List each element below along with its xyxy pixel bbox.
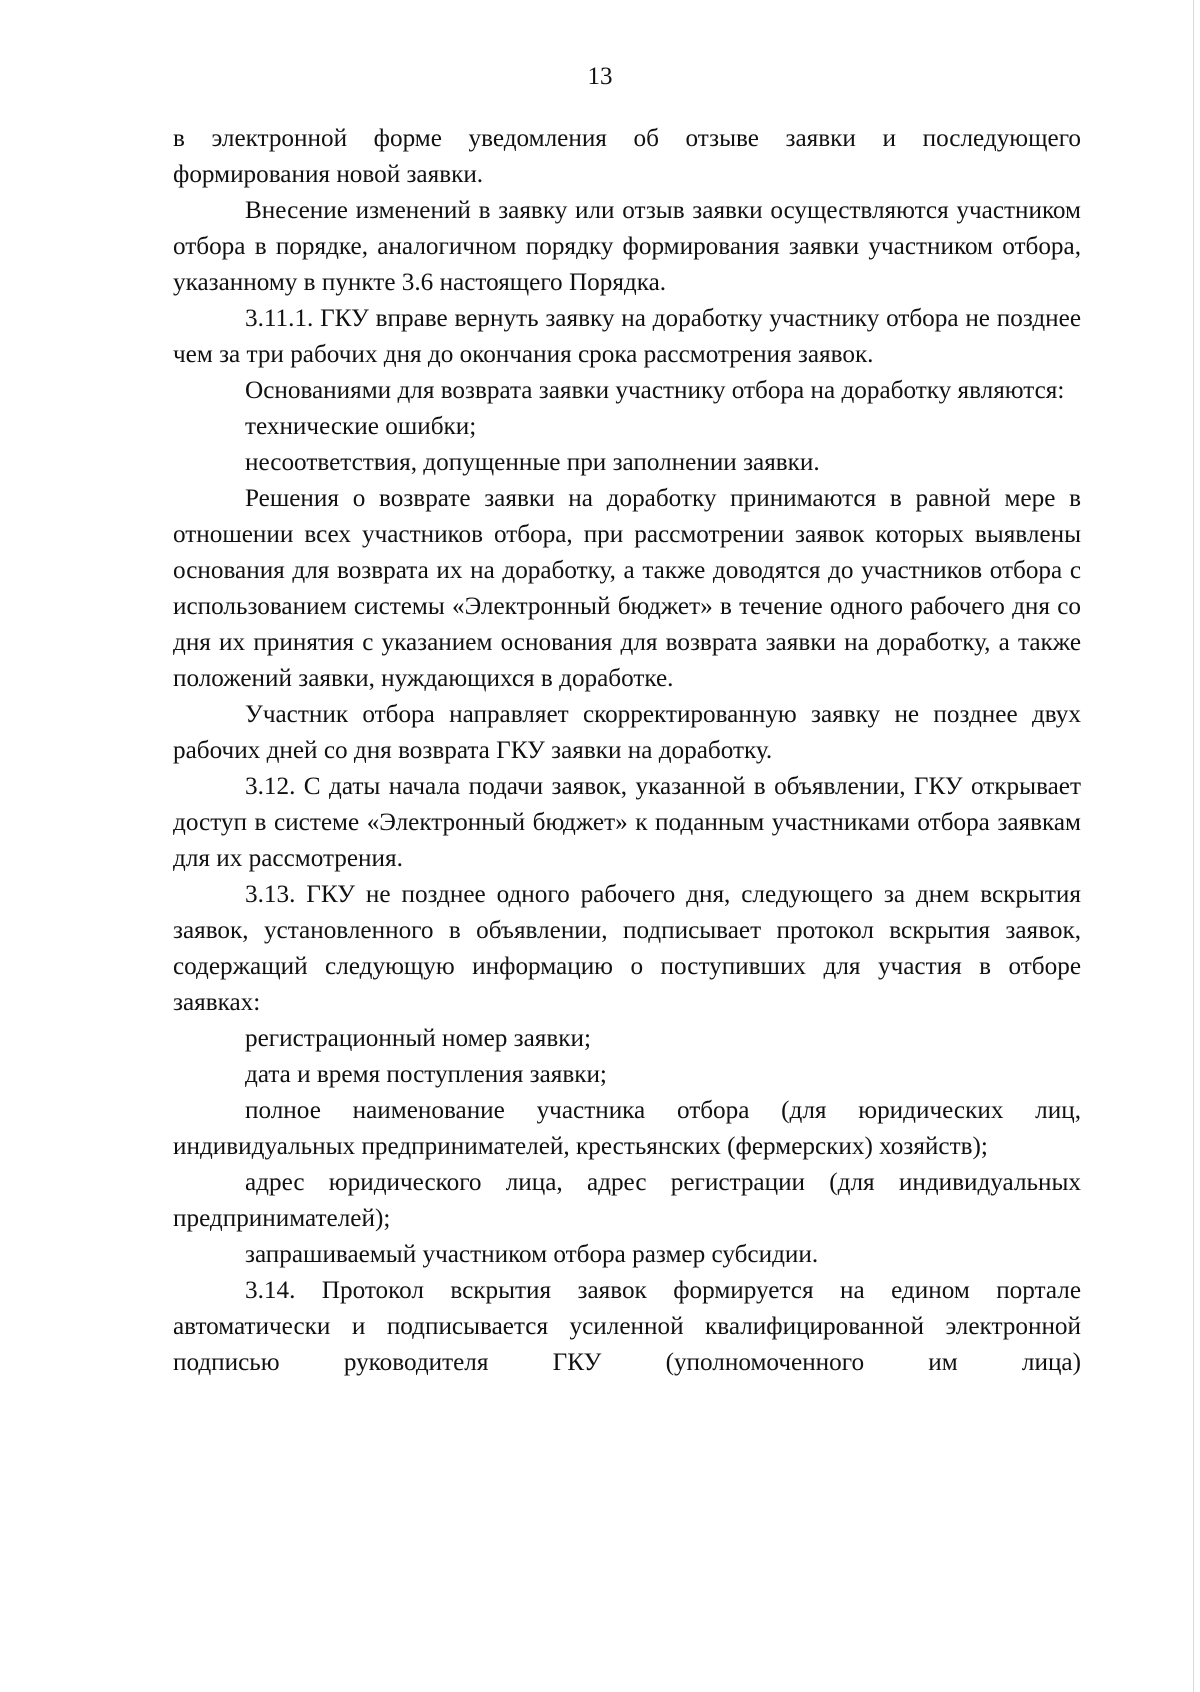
paragraph-3-12: 3.12. С даты начала подачи заявок, указанной в объявлении, ГКУ открывает доступ в системе «Электронный бюджет» к поданным участниками отбора заявкам для их рассмотрения.	[173, 773, 1081, 872]
document-body	[173, 121, 1081, 1381]
list-item-full-name: полное наименование участника отбора (для юридических лиц, индивидуальных предпринимателей, крестьянских (фермерских) хозяйств);	[173, 1097, 1081, 1160]
paragraph-3-13: 3.13. ГКУ не позднее одного рабочего дня, следующего за днем вскрытия заявок, установленного в объявлении, подписывает протокол вскрытия заявок, содержащий следующую информацию о поступивших для участия в отборе заявках:	[173, 881, 1081, 1016]
page-number: 13	[587, 63, 613, 90]
paragraph-amendments: Внесение изменений в заявку или отзыв заявки осуществляются участником отбора в порядке, аналогичном порядку формирования заявки участником отбора, указанному в пункте 3.6 настоящего Порядка.	[173, 197, 1081, 296]
list-item-inconsistencies: несоответствия, допущенные при заполнении заявки.	[245, 449, 820, 476]
list-item-subsidy-amount: запрашиваемый участником отбора размер субсидии.	[245, 1241, 819, 1268]
list-item-technical-errors: технические ошибки;	[245, 413, 477, 440]
paragraph-continuation: в электронной форме уведомления об отзыве заявки и последующего формирования новой заявки.	[173, 125, 1081, 188]
list-item-date-time: дата и время поступления заявки;	[245, 1061, 607, 1088]
paragraph-3-11-1: 3.11.1. ГКУ вправе вернуть заявку на доработку участнику отбора не позднее чем за три рабочих дня до окончания срока рассмотрения заявок.	[173, 305, 1081, 368]
paragraph-corrected-application: Участник отбора направляет скорректированную заявку не позднее двух рабочих дней со дня возврата ГКУ заявки на доработку.	[173, 701, 1081, 764]
list-item-address: адрес юридического лица, адрес регистрации (для индивидуальных предпринимателей);	[173, 1169, 1081, 1232]
scan-edge-line	[1193, 0, 1194, 1692]
paragraph-return-decisions: Решения о возврате заявки на доработку принимаются в равной мере в отношении всех участников отбора, при рассмотрении заявок которых выявлены основания для возврата их на доработку, а также доводятся до участников отбора с использованием системы «Электронный бюджет» в течение одного рабочего дня со дня их принятия с указанием основания для возврата заявки на доработку, а также положений заявки, нуждающихся в доработке.	[173, 485, 1081, 692]
paragraph-3-14: 3.14. Протокол вскрытия заявок формируется на едином портале автоматически и подписывается усиленной квалифицированной электронной подписью руководителя ГКУ (уполномоченного им лица)	[173, 1277, 1081, 1376]
paragraph-return-grounds: Основаниями для возврата заявки участнику отбора на доработку являются:	[245, 377, 1065, 404]
list-item-registration-number: регистрационный номер заявки;	[245, 1025, 591, 1052]
